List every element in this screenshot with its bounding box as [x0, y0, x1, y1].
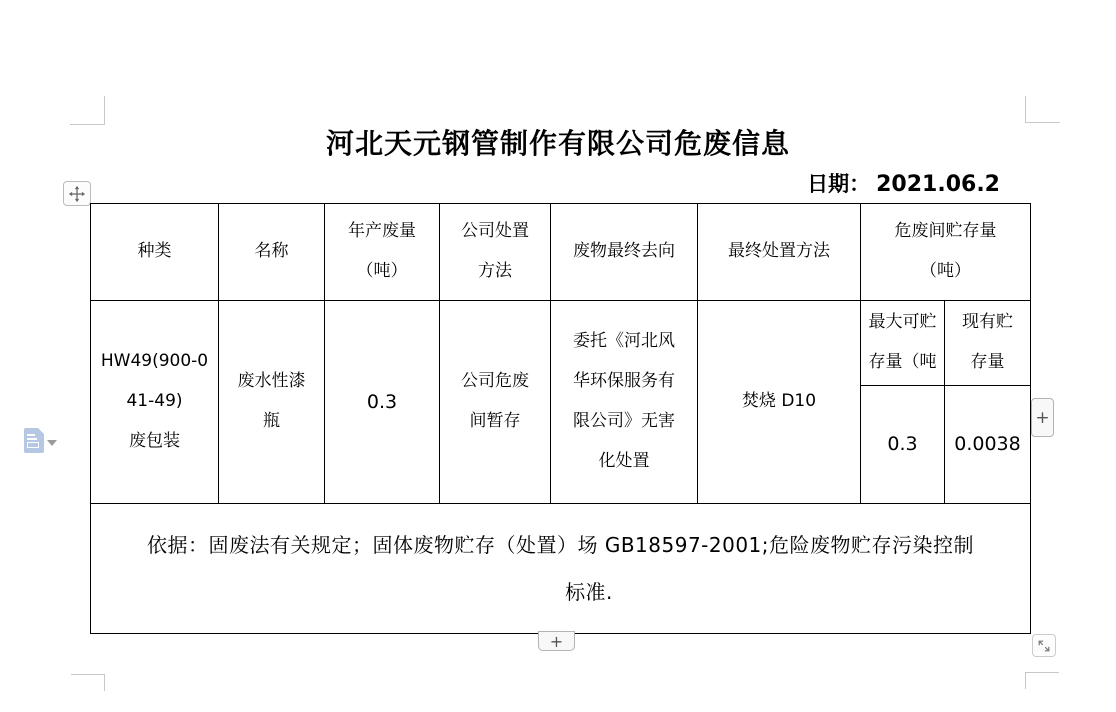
margin-mark-bottom-right: [1025, 672, 1059, 689]
header-cell-annual-amount[interactable]: 年产废量 （吨）: [325, 204, 440, 301]
hazardous-waste-table: [90, 203, 1031, 634]
margin-mark-top-left: [70, 96, 105, 125]
header-cell-storage-current[interactable]: 现有贮 存量: [945, 301, 1031, 386]
cell-storage-max[interactable]: 0.3: [861, 386, 945, 504]
cell-final-method[interactable]: 焚烧 D10: [698, 301, 861, 504]
header-cell-storage-max[interactable]: 最大可贮 存量（吨: [861, 301, 945, 386]
margin-mark-top-right: [1025, 96, 1060, 123]
cell-storage-current[interactable]: 0.0038: [945, 386, 1031, 504]
cell-destination[interactable]: 委托《河北风 华环保服务有 限公司》无害 化处置: [551, 301, 698, 504]
dropdown-arrow-icon[interactable]: [47, 440, 57, 446]
table-resize-handle[interactable]: [1032, 634, 1056, 657]
page-fold-icon: [38, 428, 44, 434]
move-arrows-icon: [68, 185, 86, 203]
date-label: 日期：: [807, 172, 871, 196]
margin-document-icon[interactable]: [24, 428, 44, 453]
cell-basis-note[interactable]: 依据：固废法有关规定；固体废物贮存（处置）场 GB18597-2001;危险废物贮存污染控制 标准.: [91, 504, 1031, 634]
document-title[interactable]: 河北天元钢管制作有限公司危废信息: [325, 129, 790, 160]
diagonal-resize-icon: [1036, 638, 1052, 654]
insert-column-button[interactable]: +: [1031, 398, 1054, 437]
date-line[interactable]: [90, 168, 1000, 198]
header-cell-destination[interactable]: 废物最终去向: [551, 204, 698, 301]
table-move-handle[interactable]: [63, 181, 91, 206]
cell-company-method[interactable]: 公司危废 间暂存: [440, 301, 551, 504]
cell-waste-name[interactable]: 废水性漆 瓶: [219, 301, 325, 504]
insert-row-button[interactable]: +: [538, 631, 575, 651]
header-cell-storage-group[interactable]: 危废间贮存量 （吨）: [861, 204, 1031, 301]
cell-waste-type[interactable]: HW49(900-0 41-49) 废包装: [91, 301, 219, 504]
header-cell-final-method[interactable]: 最终处置方法: [698, 204, 861, 301]
header-cell-company-method[interactable]: 公司处置 方法: [440, 204, 551, 301]
date-value: 2021.06.2: [876, 172, 1000, 197]
header-cell-type[interactable]: 种类: [91, 204, 219, 301]
header-cell-name[interactable]: 名称: [219, 204, 325, 301]
margin-mark-bottom-left: [71, 674, 105, 691]
cell-annual-amount[interactable]: 0.3: [325, 301, 440, 504]
